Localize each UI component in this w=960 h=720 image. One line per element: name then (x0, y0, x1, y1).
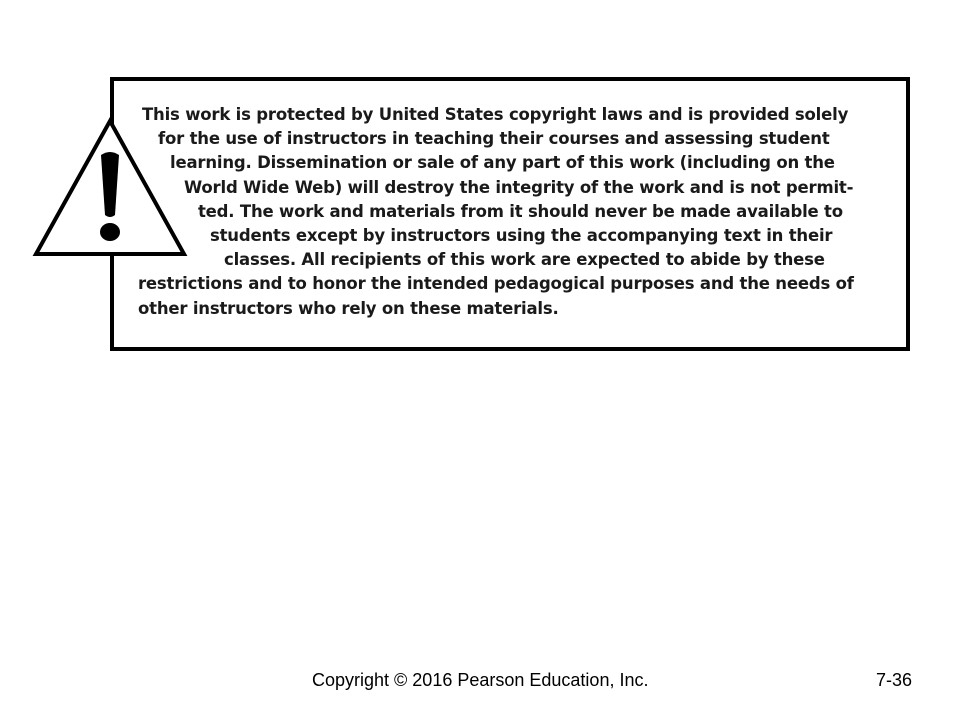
copyright-notice-text (130, 103, 890, 321)
notice-line: ted. The work and materials from it should never be made available to (198, 201, 843, 221)
notice-line: students except by instructors using the accompanying text in their (210, 226, 833, 246)
footer-copyright: Copyright © 2016 Pearson Education, Inc. (312, 670, 649, 690)
notice-line: learning. Dissemination or sale of any part of this work (including on the (170, 153, 835, 173)
notice-line: restrictions and to honor the intended pedagogical purposes and the needs of (138, 274, 854, 294)
notice-line: for the use of instructors in teaching their courses and assessing student (158, 129, 830, 149)
notice-line: This work is protected by United States copyright laws and is provided solely (142, 105, 849, 124)
notice-line: other instructors who rely on these materials. (138, 298, 559, 318)
notice-line: World Wide Web) will destroy the integrity of the work and is not permit- (184, 177, 854, 197)
notice-line: classes. All recipients of this work are expected to abide by these (224, 250, 825, 270)
footer-page-number: 7-36 (876, 670, 913, 690)
